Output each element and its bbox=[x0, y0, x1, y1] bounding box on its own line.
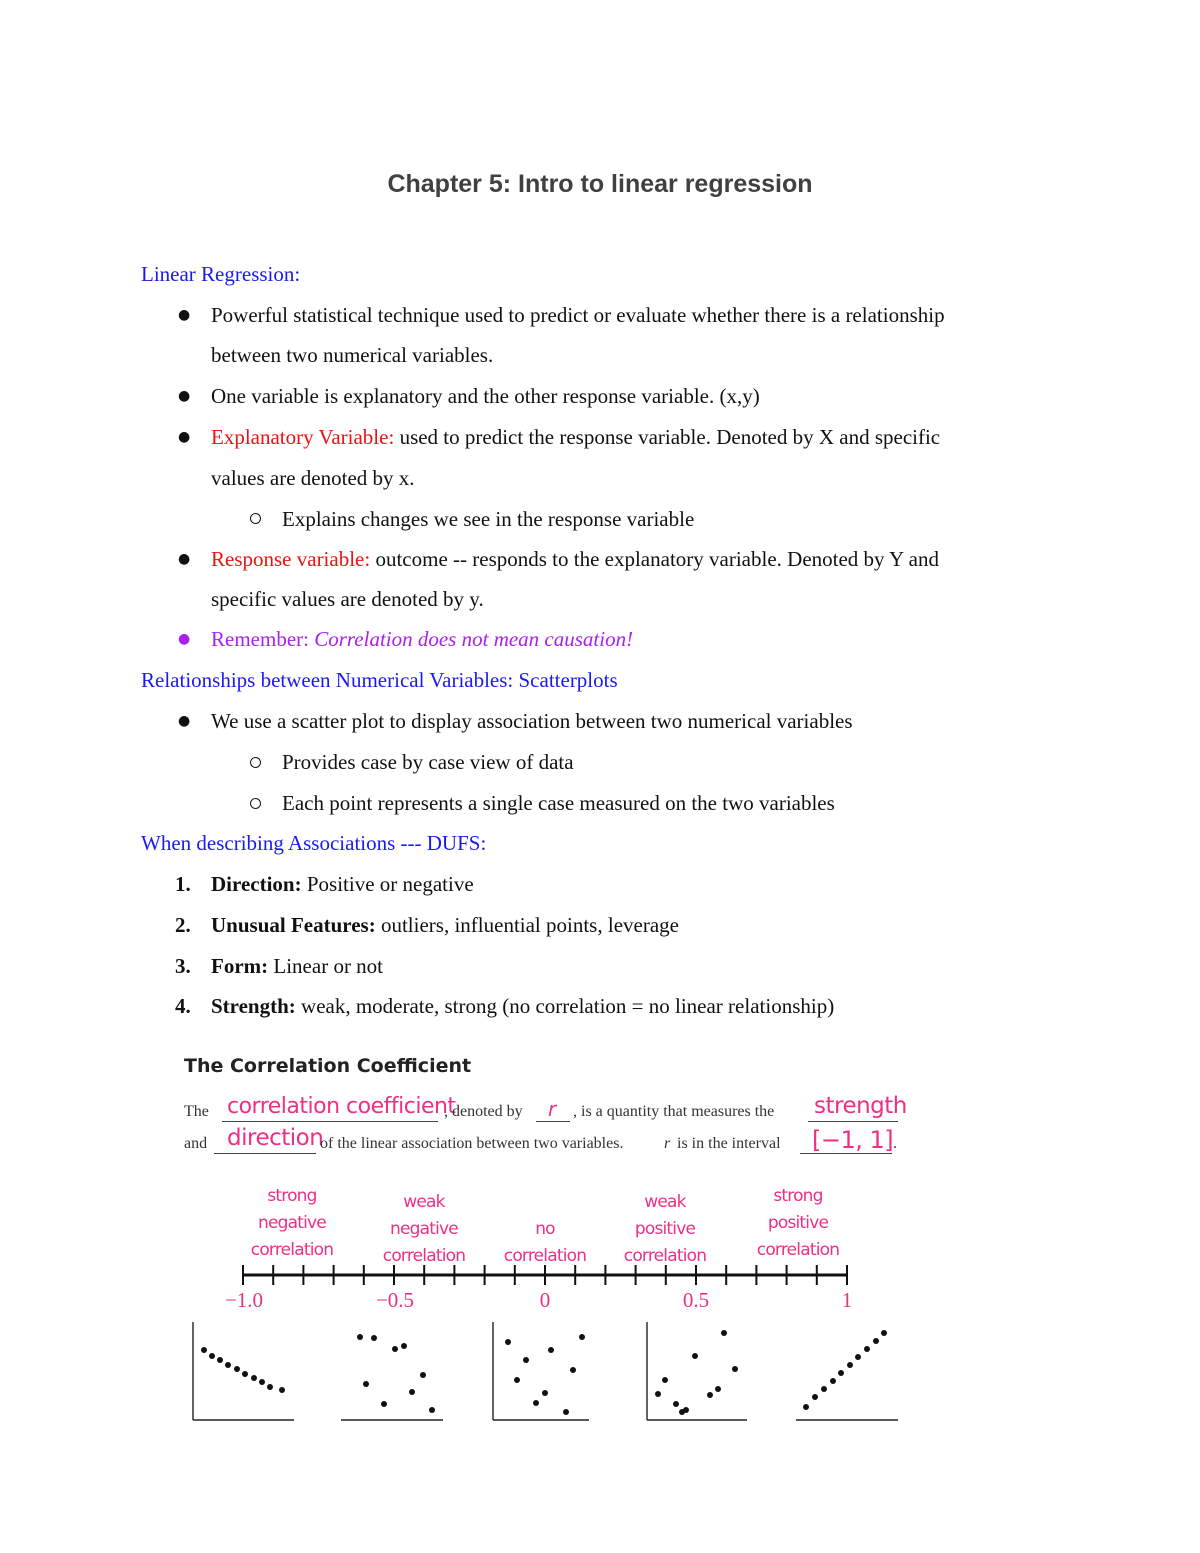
scatter-point-plot1 bbox=[267, 1384, 273, 1390]
section-heading-scatterplots: Relationships between Numerical Variables: Scatterplots bbox=[141, 668, 618, 692]
scatter-point-plot5 bbox=[803, 1404, 809, 1410]
scatter-point-plot5 bbox=[855, 1354, 861, 1360]
label-line: positive bbox=[634, 1219, 696, 1239]
tick-label-one: 1 bbox=[841, 1288, 853, 1312]
scatter-point-plot2 bbox=[381, 1401, 387, 1407]
bullet-text: We use a scatter plot to display association between two numerical variables bbox=[211, 709, 853, 733]
scatter-point-plot3 bbox=[548, 1347, 554, 1353]
section-heading-linear-regression: Linear Regression: bbox=[141, 262, 301, 286]
scatter-point-plot3 bbox=[542, 1390, 548, 1396]
scatter-point-plot4 bbox=[707, 1392, 713, 1398]
label-line: no bbox=[535, 1219, 555, 1239]
scatter-point-plot1 bbox=[201, 1347, 207, 1353]
scatter-point-plot1 bbox=[209, 1353, 215, 1359]
scatter-point-plot5 bbox=[881, 1330, 887, 1336]
label-line: positive bbox=[767, 1213, 829, 1233]
sub-bullet-text: Explains changes we see in the response variable bbox=[282, 507, 695, 531]
handwritten-strength: strength bbox=[814, 1093, 907, 1119]
scatter-point-plot5 bbox=[864, 1346, 870, 1352]
label-line: weak bbox=[403, 1192, 445, 1212]
label-line: correlation bbox=[250, 1240, 334, 1260]
response-definition: outcome -- responds to the explanatory variable. Denoted by Y and bbox=[370, 547, 939, 571]
scatter-point-plot1 bbox=[251, 1375, 257, 1381]
scatter-point-plot1 bbox=[279, 1387, 285, 1393]
scatterplot-points bbox=[201, 1330, 887, 1415]
list-number: 2. bbox=[175, 913, 191, 937]
scatter-point-plot5 bbox=[838, 1370, 844, 1376]
handwritten-r: r bbox=[548, 1097, 556, 1121]
scatter-point-plot2 bbox=[429, 1407, 435, 1413]
scatter-point-plot3 bbox=[570, 1367, 576, 1373]
scatter-point-plot4 bbox=[679, 1409, 685, 1415]
scatter-point-plot2 bbox=[409, 1389, 415, 1395]
explanatory-definition: used to predict the response variable. Denoted by X and specific bbox=[394, 425, 941, 449]
scatter-point-plot5 bbox=[830, 1378, 836, 1384]
scatter-point-plot2 bbox=[357, 1334, 363, 1340]
scatterplot-axes bbox=[193, 1322, 898, 1420]
remember-label: Remember: bbox=[211, 627, 315, 651]
scatter-point-plot5 bbox=[821, 1386, 827, 1392]
figure-sentence-period: . bbox=[893, 1135, 897, 1152]
scatter-point-plot4 bbox=[732, 1366, 738, 1372]
label-line: negative bbox=[258, 1213, 326, 1233]
label-line: negative bbox=[390, 1219, 458, 1239]
scatter-point-plot1 bbox=[234, 1366, 240, 1372]
bullet-icon: ● bbox=[178, 388, 191, 404]
label-line: weak bbox=[644, 1192, 686, 1212]
scatter-point-plot1 bbox=[259, 1379, 265, 1385]
scatter-point-plot2 bbox=[371, 1335, 377, 1341]
scatter-point-plot4 bbox=[715, 1386, 721, 1392]
bullet-icon: ● bbox=[178, 713, 191, 729]
scatter-point-plot3 bbox=[563, 1409, 569, 1415]
scatter-point-plot2 bbox=[392, 1346, 398, 1352]
term-explanatory-variable: Explanatory Variable: bbox=[211, 425, 395, 449]
list-number: 4. bbox=[175, 994, 191, 1018]
scatter-point-plot4 bbox=[655, 1391, 661, 1397]
scatter-point-plot1 bbox=[217, 1357, 223, 1363]
tick-label-neg-one: −1.0 bbox=[224, 1288, 264, 1312]
sub-bullet-text: Each point represents a single case measured on the two variables bbox=[282, 791, 835, 815]
unusual-features-text: outliers, influential points, leverage bbox=[375, 913, 679, 937]
figure-sentence-word: The bbox=[184, 1103, 209, 1120]
term-form: Form: bbox=[211, 954, 269, 978]
bullet-text: One variable is explanatory and the other response variable. (x,y) bbox=[211, 384, 760, 408]
scatter-point-plot3 bbox=[514, 1377, 520, 1383]
scatter-point-plot3 bbox=[533, 1400, 539, 1406]
term-strength: Strength: bbox=[211, 994, 296, 1018]
scatter-point-plot4 bbox=[721, 1330, 727, 1336]
term-unusual-features: Unusual Features: bbox=[211, 913, 376, 937]
list-number: 1. bbox=[175, 872, 191, 896]
figure-sentence-text: , is a quantity that measures the bbox=[573, 1103, 775, 1120]
bullet-icon: ● bbox=[178, 307, 191, 323]
tick-label-half: 0.5 bbox=[682, 1288, 710, 1312]
number-line-ticks bbox=[243, 1265, 847, 1285]
section-heading-dufs: When describing Associations --- DUFS: bbox=[141, 831, 487, 855]
scatter-point-plot2 bbox=[401, 1343, 407, 1349]
figure-sentence-text: is in the interval bbox=[677, 1135, 781, 1152]
scatter-point-plot5 bbox=[873, 1338, 879, 1344]
handwritten-direction: direction bbox=[227, 1125, 324, 1151]
page-title: Chapter 5: Intro to linear regression bbox=[387, 170, 813, 198]
scatter-point-plot5 bbox=[812, 1394, 818, 1400]
figure-sentence-text: , denoted by bbox=[444, 1103, 523, 1120]
label-line: correlation bbox=[503, 1246, 587, 1266]
bullet-text-cont: between two numerical variables. bbox=[211, 343, 494, 367]
scatter-point-plot4 bbox=[673, 1401, 679, 1407]
bullet-icon: ● bbox=[178, 551, 191, 567]
figure-sentence-r: r bbox=[664, 1135, 671, 1152]
scatter-point-plot3 bbox=[579, 1334, 585, 1340]
scatter-point-plot2 bbox=[420, 1372, 426, 1378]
scatter-point-plot4 bbox=[662, 1377, 668, 1383]
label-line: strong bbox=[267, 1186, 317, 1206]
scatter-point-plot5 bbox=[847, 1362, 853, 1368]
scatter-point-plot1 bbox=[242, 1371, 248, 1377]
tick-label-neg-half: −0.5 bbox=[375, 1288, 415, 1312]
direction-text: Positive or negative bbox=[301, 872, 474, 896]
list-number: 3. bbox=[175, 954, 191, 978]
scatter-point-plot3 bbox=[523, 1357, 529, 1363]
figure-sentence-word: and bbox=[184, 1135, 208, 1152]
bullet-icon: ● bbox=[178, 631, 191, 647]
handwritten-correlation-coefficient: correlation coefficient bbox=[227, 1094, 456, 1119]
figure-sentence-text: of the linear association between two variables. bbox=[320, 1135, 624, 1152]
bullet-text-cont: values are denoted by x. bbox=[211, 466, 415, 490]
remember-note: Correlation does not mean causation! bbox=[314, 627, 634, 651]
bullet-text: Powerful statistical technique used to predict or evaluate whether there is a relationship bbox=[211, 303, 945, 327]
term-response-variable: Response variable: bbox=[211, 547, 371, 571]
label-line: correlation bbox=[382, 1246, 466, 1266]
scatter-point-plot2 bbox=[363, 1381, 369, 1387]
label-line: correlation bbox=[623, 1246, 707, 1266]
term-direction: Direction: bbox=[211, 872, 302, 896]
label-line: strong bbox=[773, 1186, 823, 1206]
form-text: Linear or not bbox=[268, 954, 384, 978]
scatter-point-plot4 bbox=[692, 1353, 698, 1359]
strength-text: weak, moderate, strong (no correlation = no linear relationship) bbox=[295, 994, 835, 1018]
label-line: correlation bbox=[756, 1240, 840, 1260]
figure-title: The Correlation Coefficient bbox=[184, 1055, 472, 1077]
bullet-text-cont: specific values are denoted by y. bbox=[211, 587, 484, 611]
tick-label-zero: 0 bbox=[539, 1288, 551, 1312]
bullet-icon: ● bbox=[178, 429, 191, 445]
scatter-point-plot1 bbox=[225, 1362, 231, 1368]
sub-bullet-text: Provides case by case view of data bbox=[282, 750, 574, 774]
scatter-point-plot3 bbox=[505, 1339, 511, 1345]
handwritten-interval: [−1, 1] bbox=[812, 1126, 894, 1154]
